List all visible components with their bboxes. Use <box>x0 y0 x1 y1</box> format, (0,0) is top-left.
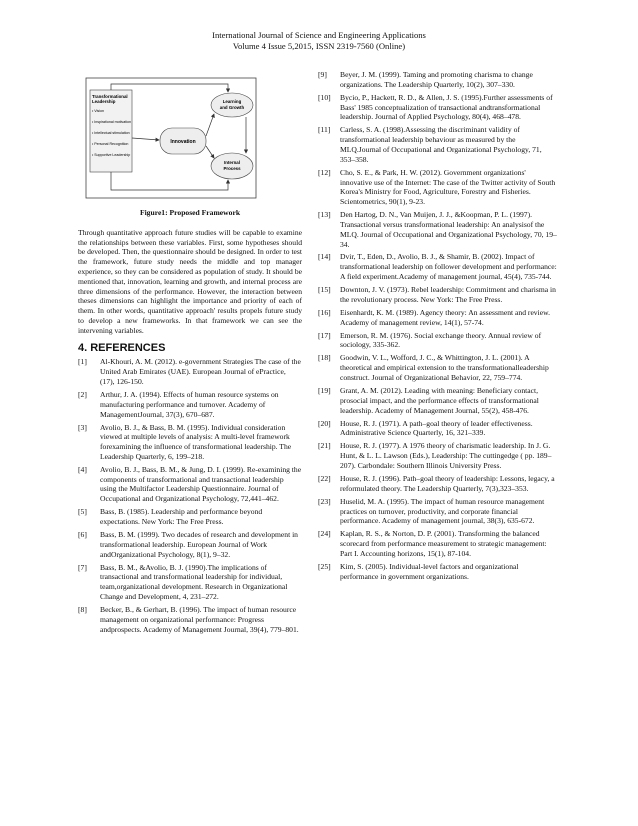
left-box-item: • Supportive Leadership <box>92 153 131 157</box>
reference-number: [11] <box>318 125 331 135</box>
reference-text: Avolio, B. J., & Bass, B. M. (1995). Individual consideration viewed at multiple levels of analysis: A multi-level framework forexamining the influence of transformational leadership. The Leadership Quarterly, 6, 199–218. <box>100 422 292 461</box>
reference-number: [25] <box>318 561 331 571</box>
reference-item <box>318 308 558 328</box>
reference-number: [10] <box>318 92 331 102</box>
reference-item <box>318 331 558 351</box>
journal-volume: Volume 4 Issue 5,2015, ISSN 2319-7560 (Online) <box>232 41 406 51</box>
reference-item <box>318 529 558 558</box>
internal-process-label-1: Internal <box>224 160 240 165</box>
left-column <box>78 70 302 638</box>
reference-item <box>318 474 558 494</box>
reference-text: Cho, S. E., & Park, H. W. (2012). Government organizations' innovative use of the Internet: The case of the Twitter activity of South Korea's Ministry for Food, Agriculture, Forestry and Fisheries. Scientometrics, 90(1), 9-23. <box>340 167 556 207</box>
arrow-tl-internal <box>111 172 228 190</box>
reference-item <box>318 252 558 281</box>
reference-text: Downton, J. V. (1973). Rebel leadership: Commitment and charisma in the revolutionary process. New York: The Free Press. <box>340 285 556 304</box>
reference-item <box>78 465 302 504</box>
reference-item <box>318 168 558 207</box>
reference-text: Bass, B. (1985). Leadership and performance beyond expectations. New York: The Free Press. <box>100 507 263 527</box>
reference-text: Arthur, J. A. (1994). Effects of human resource systems on manufacturing performance and turnover. Academy of ManagementJournal, 37(3), 670–687. <box>100 389 279 419</box>
reference-item <box>318 285 558 305</box>
reference-text: Carless, S. A. (1998).Assessing the discriminant validity of transformational leadership behaviour as measured by the MLQ.Journal of Occupational and Organizational Psychology, 71, 353–358. <box>340 125 542 164</box>
reference-item <box>78 390 302 419</box>
references-list-right <box>318 70 558 581</box>
reference-text: Kim, S. (2005). Individual-level factors and organizational performance in government organizations. <box>340 561 519 581</box>
reference-item <box>78 423 302 462</box>
reference-text: Huselid, M. A. (1995). The impact of human resource management practices on turnover, productivity, and corporate financial performance. Academy of management journal, 38(3), 635-672. <box>340 496 545 526</box>
reference-item <box>78 507 302 527</box>
reference-text: Den Hartog, D. N., Van Muijen, J. J., &Koopman, P. L. (1997). Transactional versus transformational leadership: An analysisof the MLQ. Journal of Occupational and Organizational Psychology, 70, 19–34. <box>340 210 557 249</box>
reference-text: House, R. J. (1996). Path–goal theory of leadership: Lessons, legacy, a reformulated theory. The Leadership Quarterly, 7(3),323–353. <box>340 473 555 493</box>
reference-number: [22] <box>318 473 331 483</box>
reference-text: Bass, B. M., &Avolio, B. J. (1990).The implications of transactional and transformational leadership for individual, team,organizational development. Research in Organizational Change and Development, 4, 231–272. <box>100 562 288 602</box>
reference-number: [8] <box>78 605 87 614</box>
reference-number: [6] <box>78 530 87 540</box>
left-box-title-1: Transformational <box>92 94 128 99</box>
reference-item <box>318 125 558 164</box>
reference-number: [2] <box>78 389 87 399</box>
proposed-framework-figure <box>78 70 302 204</box>
framework-diagram <box>78 70 302 204</box>
arrow-tl-innovation <box>132 138 159 140</box>
reference-text: Becker, B., & Gerhart, B. (1996). The impact of human resource management on organizational performance: Progress andprospects. Academy of Management Journal, 39(4), 779–801. <box>100 605 299 634</box>
reference-number: [9] <box>318 70 327 79</box>
reference-item <box>78 563 302 602</box>
journal-header <box>0 30 638 52</box>
left-box-item: • Intellectual stimulation <box>92 131 130 135</box>
reference-number: [4] <box>78 464 87 474</box>
arrow-innovation-internal <box>206 146 214 158</box>
reference-item <box>78 605 302 634</box>
reference-item <box>318 562 558 582</box>
left-box-item: • Vision <box>92 109 104 113</box>
arrow-innovation-learning <box>206 114 214 136</box>
reference-number: [14] <box>318 252 331 262</box>
reference-text: Eisenhardt, K. M. (1989). Agency theory: An assessment and review. Academy of management review, 14(1), 57-74. <box>340 307 550 327</box>
reference-text: Al-Khouri, A. M. (2012). e-government Strategies The case of the United Arab Emirates (UAE). European Journal of ePractice, (17), 126-150. <box>100 357 301 386</box>
references-list-left <box>78 357 302 634</box>
right-column <box>318 70 558 585</box>
reference-number: [3] <box>78 422 87 432</box>
reference-number: [15] <box>318 285 331 295</box>
left-box-title-2: Leadership <box>92 99 116 104</box>
reference-text: Grant, A. M. (2012). Leading with meaning: Beneficiary contact, prosocial impact, and the performance effects of transformational leadership. Academy of Management Journal, 55(2), 458-476. <box>340 385 539 415</box>
internal-process-label-2: Process <box>223 166 241 171</box>
reference-item <box>78 357 302 386</box>
reference-number: [16] <box>318 307 331 317</box>
learning-growth-label-2: and Growth <box>219 105 245 110</box>
reference-number: [17] <box>318 330 331 340</box>
reference-text: Emerson, R. M. (1976). Social exchange theory. Annual review of sociology, 335-362. <box>340 330 542 350</box>
reference-text: House, R. J. (1977). A 1976 theory of charismatic leadership. In J. G. Hunt, & L. L. Lawson (Eds.), Leadership: The cuttingedge ( pp. 189–207). Carbondale: Southern Illinois University Press. <box>340 441 552 470</box>
reference-number: [23] <box>318 496 331 506</box>
reference-number: [20] <box>318 418 331 428</box>
reference-number: [21] <box>318 441 331 451</box>
journal-title: International Journal of Science and Engineering Applications <box>212 30 426 40</box>
reference-text: Avolio, B. J., Bass, B. M., & Jung, D. I. (1999). Re-examining the components of transformational and transactional leadership using the Multifactor Leadership Questionnaire. Journal of Occupational and Organizational Psychology, 72,441–462. <box>100 464 302 504</box>
learning-growth-label-1: Learning <box>222 99 242 104</box>
reference-number: [24] <box>318 529 331 539</box>
reference-item <box>318 70 558 90</box>
left-box-item: • Inspirational motivation <box>92 120 132 124</box>
reference-number: [13] <box>318 210 331 220</box>
reference-item <box>318 497 558 526</box>
reference-text: Goodwin, V. L., Wofford, J. C., & Whittington, J. L. (2001). A theoretical and empirical extension to the transformationalleadership construct. Journal of Organizational Behavior, 22, 759–774. <box>340 353 549 382</box>
reference-number: [19] <box>318 385 331 395</box>
reference-item <box>318 441 558 470</box>
innovation-label: Innovation <box>170 139 196 145</box>
figure-caption: Figure1: Proposed Framework <box>139 208 241 217</box>
left-box-item: • Personal Recognition <box>92 142 129 146</box>
reference-item <box>78 530 302 559</box>
reference-item <box>318 386 558 415</box>
references-heading: 4. REFERENCES <box>78 341 166 354</box>
reference-item <box>318 353 558 382</box>
reference-number: [1] <box>78 357 87 367</box>
reference-number: [18] <box>318 353 331 363</box>
reference-item <box>318 210 558 249</box>
reference-number: [12] <box>318 167 331 177</box>
reference-text: Kaplan, R. S., & Norton, D. P. (2001). Transforming the balanced scorecard from performance measurement to strategic management: Part I. Accounting horizons, 15(1), 87-104. <box>340 529 547 558</box>
reference-number: [5] <box>78 507 87 517</box>
reference-number: [7] <box>78 562 87 572</box>
reference-text: Dvir, T., Eden, D., Avolio, B. J., & Shamir, B. (2002). Impact of transformational leadership on follower development and performance: A field experiment.Academy of management journal, 45(4), 735-744. <box>340 252 557 282</box>
reference-text: Bycio, P., Hackett, R. D., & Allen, J. S. (1995).Further assessments of Bass' 1985 conceptualization of transactional andtransformational leadership. Journal of Applied Psychology, 80(4), 468–478. <box>340 92 553 122</box>
reference-text: Beyer, J. M. (1999). Taming and promoting charisma to change organizations. The Leadership Quarterly, 10(2), 307–330. <box>340 70 533 89</box>
reference-item <box>318 419 558 439</box>
reference-item <box>318 93 558 122</box>
reference-text: Bass, B. M. (1999). Two decades of research and development in transformational leadership. European Journal of Work andOrganizational Psychology, 8(1), 9–32. <box>100 530 298 559</box>
reference-text: House, R. J. (1971). A path–goal theory of leader effectiveness. Administrative Science Quarterly, 16, 321–339. <box>340 418 533 438</box>
body-paragraph: Through quantitative approach future studies will be capable to examine the relationships between these variables. First, some hypotheses should be developed. Then, the questionnaire should be designed. In order to test the framework, future study needs the middle and top manager experience, so they can be considered as population of study. It should be mentioned that, innovation, learning and growth, and internal process are three dimensions of the performance. However, the interaction between theses dimensions can highlight the importance and priority of each of them. In other words, quantitative approach' results propels future study to develop a new frameworks. In that framework we can see the intervening variables. <box>78 227 302 335</box>
